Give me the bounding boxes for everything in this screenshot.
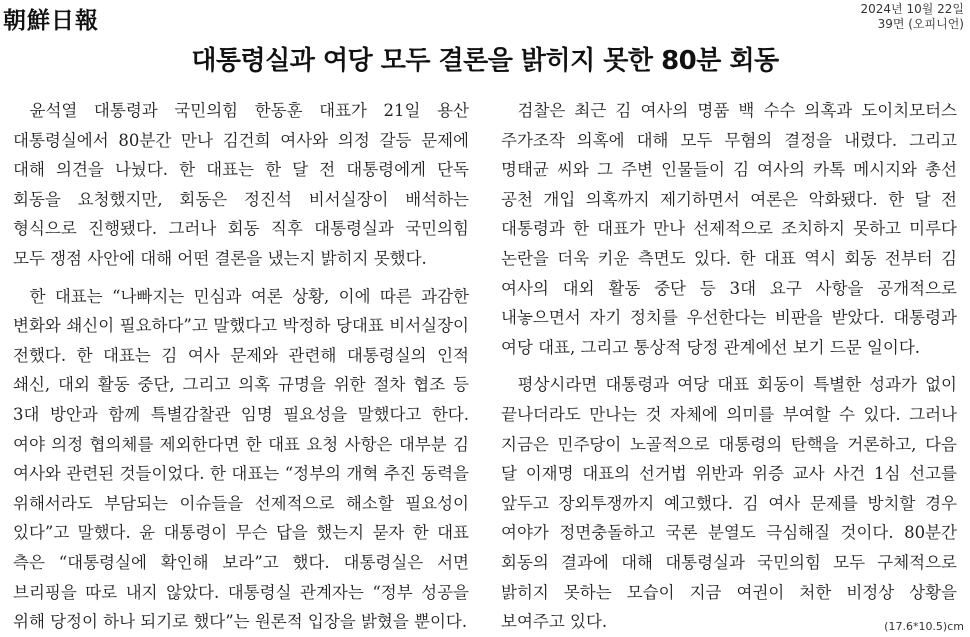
article-headline: 대통령실과 여당 모두 결론을 밝히지 못한 80분 회동 bbox=[191, 46, 779, 76]
clipping-size: (17.6*10.5)cm bbox=[884, 620, 964, 633]
article-column-right bbox=[501, 96, 957, 637]
article-paragraph: 검찰은 최근 김 여사의 명품 백 수수 의혹과 도이치모터스 주가조작 의혹에 대해 모두 무혐의 결정을 내렸다. 그리고 명태균 씨와 그 주변 인물들이 김 여사의 카톡 메시지와 총선 공천 개입 의혹까지 제기하면서 여론은 악화됐다. 한 달 전 대통령과 한 대표가 만나 선제적으로 조치하지 못하고 미루다 논란을 더욱 키운 측면도 있다. 한 대표 역시 회동 전부터 김 여사의 대외 활동 중단 등 3대 요구 사항을 공개적으로 내놓으면서 자기 정치를 우선한다는 비판을 받았다. 대통령과 여당 대표, 그리고 통상적 당정 관계에선 보기 드문 일이다. bbox=[501, 101, 957, 357]
issue-meta bbox=[861, 2, 964, 32]
article-paragraph: 윤석열 대통령과 국민의힘 한동훈 대표가 21일 용산 대통령실에서 80분간 만나 김건희 여사와 의정 갈등 문제에 대해 의견을 나눴다. 한 대표는 한 달 전 대통령에게 단독 회동을 요청했지만, 회동은 정진석 비서실장이 배석하는 형식으로 진행됐다. 그러나 회동 직후 대통령실과 국민의힘 모두 쟁점 사안에 대해 어떤 결론을 냈는지 밝히지 못했다. bbox=[13, 101, 469, 268]
article-paragraph: 한 대표는 “나빠지는 민심과 여론 상황, 이에 따른 과감한 변화와 쇄신이 필요하다”고 말했다고 박정하 당대표 비서실장이 전했다. 한 대표는 김 여사 문제와 관련해 대통령실의 인적 쇄신, 대외 활동 중단, 그리고 의혹 규명을 위한 절차 협조 등 3대 방안과 함께 특별감찰관 임명 필요성을 말했다고 한다. 여야 의정 협의체를 제외한다면 한 대표 요청 사항은 대부분 김 여사와 관련된 것들이었다. 한 대표는 “정부의 개혁 추진 동력을 위해서라도 부담되는 이슈들을 선제적으로 해소할 필요성이 있다”고 말했다. 윤 대통령이 무슨 답을 했는지 묻자 한 대표 측은 “대통령실에 확인해 보라”고 했다. 대통령실은 서면 브리핑을 따로 내지 않았다. 대통령실 관계자는 “정부 성공을 위해 당정이 하나 되기로 했다”는 원론적 입장을 밝혔을 뿐이다. bbox=[13, 286, 469, 632]
issue-page: 39면 (오피니언) bbox=[877, 17, 964, 31]
issue-date: 2024년 10월 22일 bbox=[860, 2, 964, 16]
article-paragraph: 평상시라면 대통령과 여당 대표 회동이 특별한 성과가 없이 끝나더라도 만나는 것 자체에 의미를 부여할 수 있다. 그러나 지금은 민주당이 노골적으로 대통령의 탄핵을 거론하고, 다음 달 이재명 대표의 선거법 위반과 위증 교사 사건 1심 선고를 앞두고 장외투쟁까지 예고했다. 김 여사 문제를 방치할 경우 여야가 정면충돌하고 국론 분열도 극심해질 것이다. 80분간 회동의 결과에 대해 대통령실과 국민의힘 모두 구체적으로 밝히지 못하는 모습이 지금 여권이 처한 비정상 상황을 보여주고 있다. bbox=[501, 375, 957, 632]
article-column-left bbox=[13, 96, 469, 637]
newspaper-masthead: 朝鮮日報 bbox=[3, 7, 99, 34]
